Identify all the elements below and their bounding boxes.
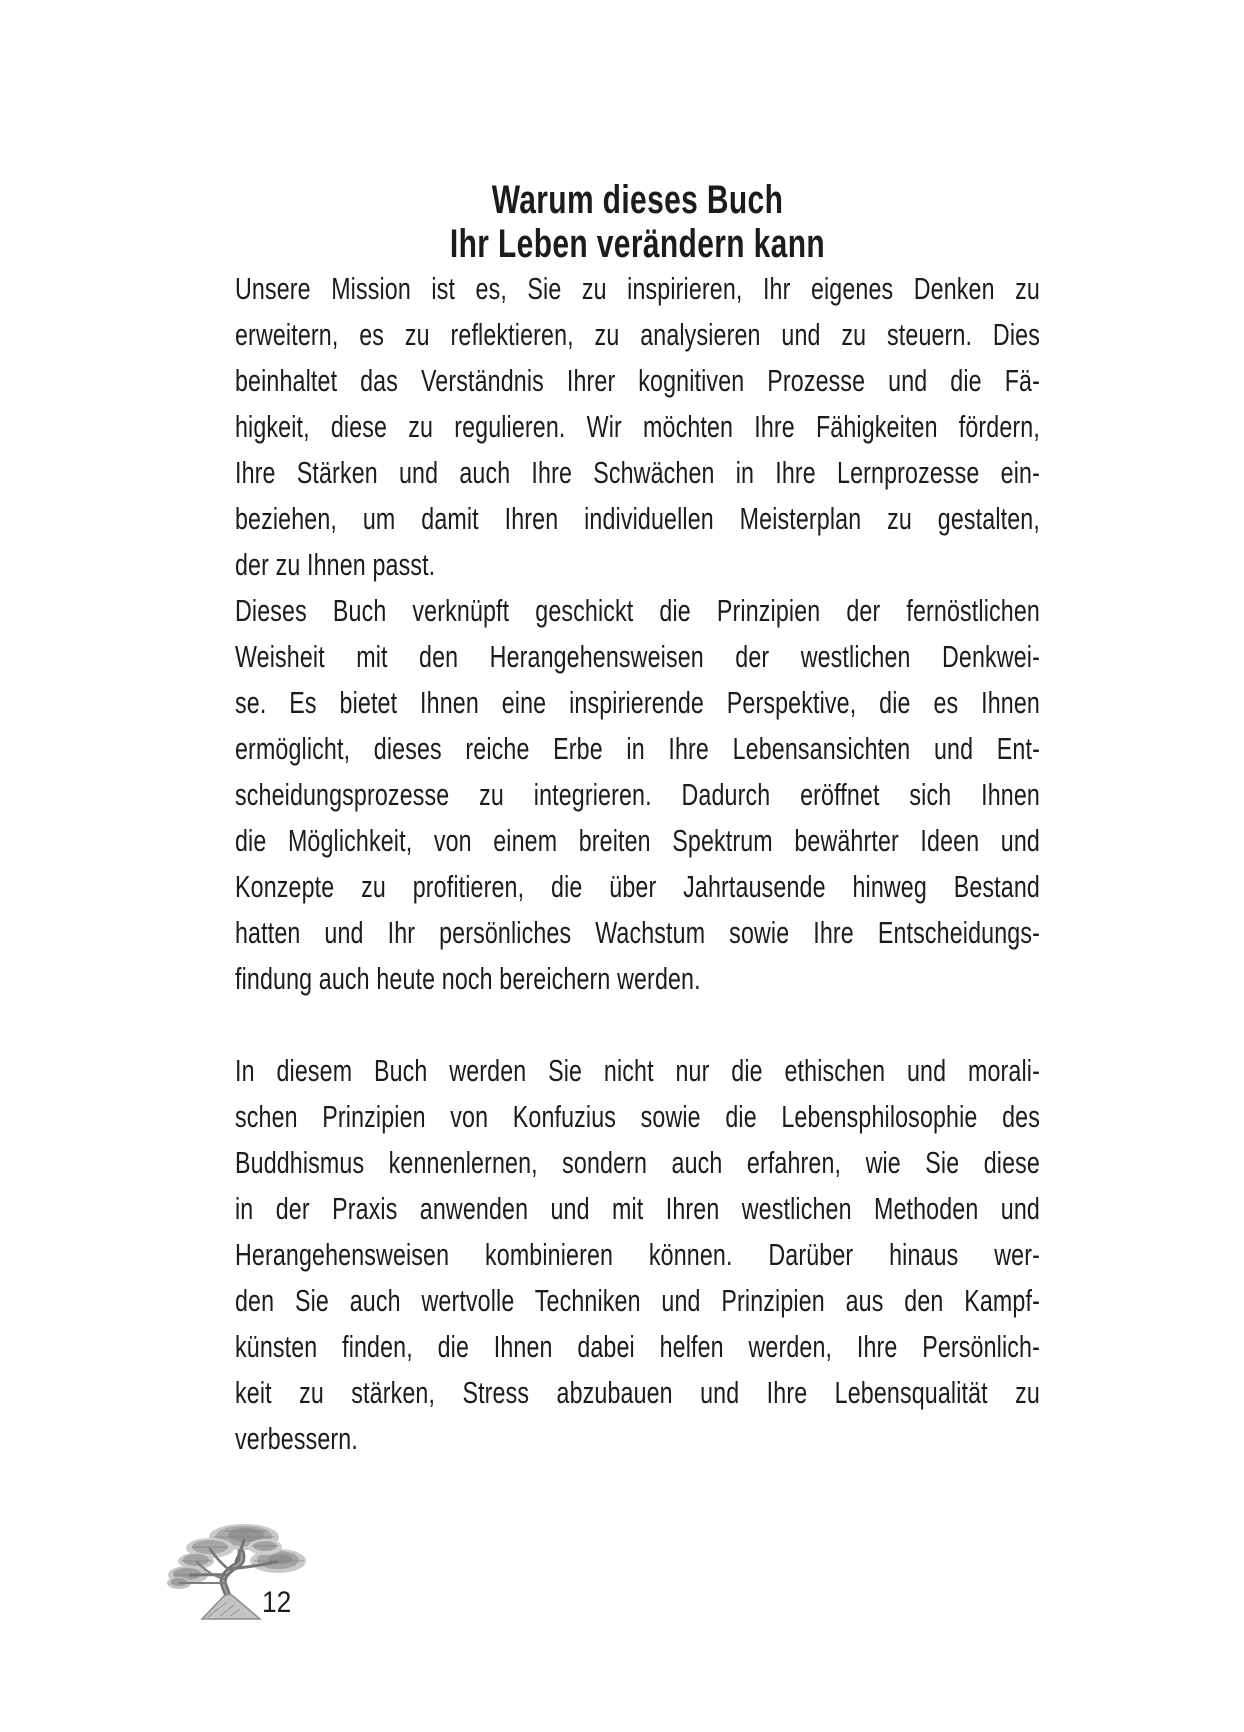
text-line: die Möglichkeit, von einem breiten Spektrum bewährter Ideen und	[235, 823, 1040, 858]
text-line: higkeit, diese zu regulieren. Wir möchten Ihre Fähigkeiten fördern,	[235, 409, 1040, 444]
page-number: 12	[262, 1586, 292, 1619]
text-line: schen Prinzipien von Konfuzius sowie die Lebensphilosophie des	[235, 1099, 1040, 1134]
text-line: Ihre Stärken und auch Ihre Schwächen in Ihre Lernprozesse ein-	[235, 455, 1040, 490]
text-line: findung auch heute noch bereichern werden.	[235, 961, 701, 996]
text-line: den Sie auch wertvolle Techniken und Prinzipien aus den Kampf-	[235, 1283, 1040, 1318]
text-line: Unsere Mission ist es, Sie zu inspirieren, Ihr eigenes Denken zu	[235, 271, 1040, 306]
paragraph	[235, 1048, 1040, 1462]
text-line: in der Praxis anwenden und mit Ihren westlichen Methoden und	[235, 1191, 1040, 1226]
text-line: In diesem Buch werden Sie nicht nur die ethischen und morali-	[235, 1053, 1040, 1088]
text-line: ermöglicht, dieses reiche Erbe in Ihre Lebensansichten und Ent-	[235, 731, 1040, 766]
text-line: Herangehensweisen kombinieren können. Darüber hinaus wer-	[235, 1237, 1040, 1272]
text-line: keit zu stärken, Stress abzubauen und Ihre Lebensqualität zu	[235, 1375, 1040, 1410]
body-text	[235, 266, 1040, 1462]
text-line: se. Es bietet Ihnen eine inspirierende Perspektive, die es Ihnen	[235, 685, 1040, 720]
text-line: Weisheit mit den Herangehensweisen der westlichen Denkwei-	[235, 639, 1040, 674]
text-line: beziehen, um damit Ihren individuellen Meisterplan zu gestalten,	[235, 501, 1040, 536]
text-line: scheidungsprozesse zu integrieren. Dadurch eröffnet sich Ihnen	[235, 777, 1040, 812]
text-line: der zu Ihnen passt.	[235, 547, 436, 582]
paragraph	[235, 588, 1040, 1002]
chapter-heading	[235, 178, 1040, 266]
paragraph	[235, 266, 1040, 588]
paragraph-spacer	[235, 1002, 1040, 1048]
text-line: Buddhismus kennenlernen, sondern auch erfahren, wie Sie diese	[235, 1145, 1040, 1180]
chapter-heading-line-1: Warum dieses Buch	[491, 178, 784, 222]
text-line: Dieses Buch verknüpft geschickt die Prinzipien der fernöstlichen	[235, 593, 1040, 628]
text-line: erweitern, es zu reflektieren, zu analysieren und zu steuern. Dies	[235, 317, 1040, 352]
text-line: Konzepte zu profitieren, die über Jahrtausende hinweg Bestand	[235, 869, 1040, 904]
text-column	[235, 178, 1040, 1462]
text-line: beinhaltet das Verständnis Ihrer kognitiven Prozesse und die Fä-	[235, 363, 1040, 398]
chapter-heading-line-2: Ihr Leben verändern kann	[449, 222, 826, 266]
text-line: verbessern.	[235, 1421, 358, 1456]
text-line: künsten finden, die Ihnen dabei helfen werden, Ihre Persönlich-	[235, 1329, 1040, 1364]
text-line: hatten und Ihr persönliches Wachstum sowie Ihre Entscheidungs-	[235, 915, 1040, 950]
